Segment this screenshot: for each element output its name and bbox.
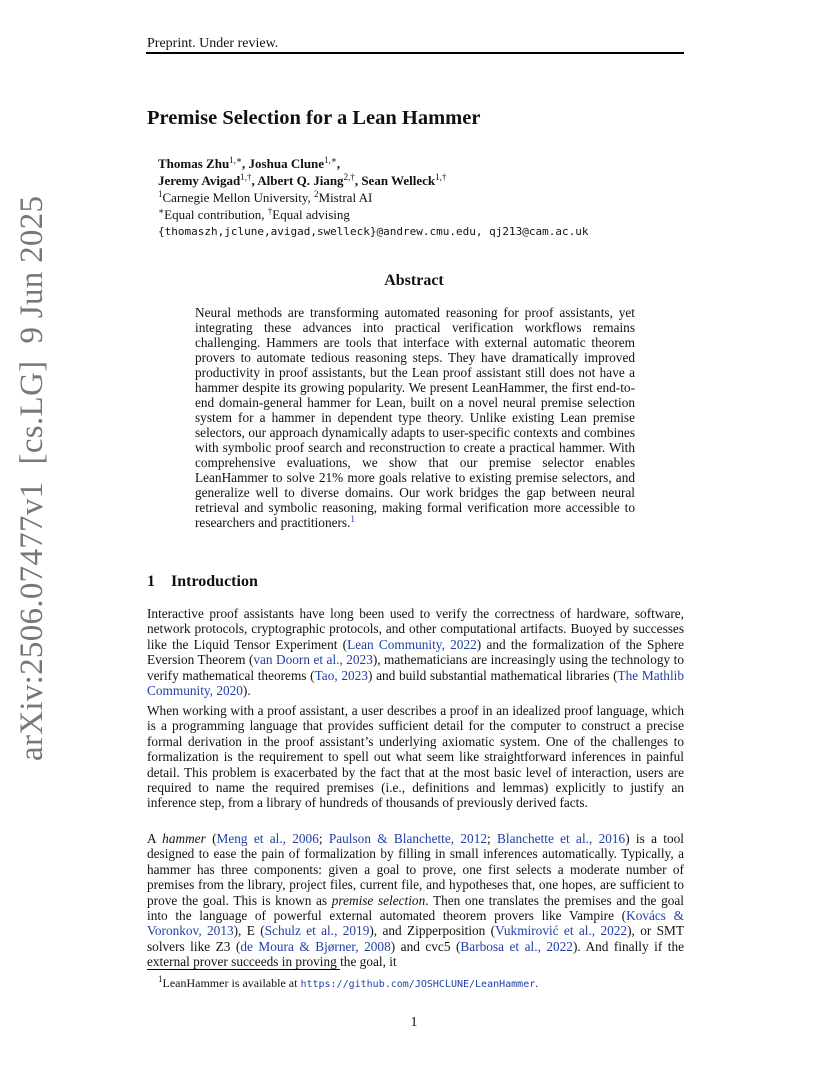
text: ), E ( [233, 923, 265, 939]
author-sep: , [354, 173, 362, 188]
star-sup: ∗ [158, 206, 165, 216]
text: ). [242, 683, 251, 699]
author-sup: 1,∗ [229, 155, 243, 165]
text: A [147, 831, 163, 846]
author-name: Joshua Clune [248, 156, 325, 171]
arxiv-sidebar-id: arXiv:2506.07477v1 [cs.LG] 9 Jun 2025 [14, 195, 50, 761]
affiliation-sup: 1 [158, 189, 163, 199]
text: Interactive proof assistants have long been used to verify the correctness of hardware, software, network protocols, cryptographic protocols, and other computational artifacts. Buoyed by successes like the Liquid Tensor Experiment ( [147, 606, 684, 652]
citation-link[interactable]: Lean Community, 2022 [347, 636, 477, 652]
author-name: Albert Q. Jiang [257, 173, 344, 188]
citation-link[interactable]: Paulson & Blanchette, 2012 [328, 831, 487, 846]
citation-link[interactable]: Barbosa et al., 2022 [460, 938, 573, 954]
github-link[interactable]: https://github.com/JOSHCLUNE/LeanHammer [300, 979, 536, 990]
author-sep: , [251, 173, 258, 188]
citation-link[interactable]: The Mathlib Community, 2020 [147, 667, 684, 699]
text: ) is a tool designed to ease the pain of formalization by filling in small inferences automatically. Typically, a hammer has three components: given a goal to prove, one first selects a moderate number of premises from the library, project files, current file, and hypotheses that, one hopes, are sufficient to prove the goal. This is known as [147, 831, 684, 908]
author-sep: , [242, 156, 249, 171]
emphasis: premise selection [331, 892, 426, 908]
footnote-marker-link[interactable]: 1 [350, 514, 355, 524]
paper-title: Premise Selection for a Lean Hammer [147, 107, 481, 129]
section-heading-introduction [147, 573, 258, 591]
text: ), mathematicians are increasingly using the technology to verify mathematical theorems ( [147, 652, 684, 683]
footnote-end: . [535, 976, 539, 990]
author-sup: 2,† [343, 172, 355, 182]
text: . Then one translates the premises and the goal into the language of powerful external automated theorem provers like Vampire ( [147, 892, 684, 924]
intro-paragraph-1 [147, 606, 684, 698]
citation-link[interactable]: de Moura & Bjørner, 2008 [240, 938, 391, 954]
intro-paragraph-3 [147, 831, 684, 970]
text: ) and the formalization of the Sphere Eversion Theorem ( [147, 636, 684, 668]
author-sup: 1,∗ [324, 155, 337, 165]
citation-link[interactable]: Tao, 2023 [314, 667, 368, 683]
header-rule [146, 52, 684, 54]
equal-advising: Equal advising [272, 207, 350, 222]
affiliation-mistral: Mistral AI [318, 190, 373, 205]
text: ) and cvc5 ( [390, 938, 461, 954]
equal-contribution: Equal contribution, [164, 207, 268, 222]
text: ; [318, 831, 329, 846]
citation-link[interactable]: Schulz et al., 2019 [264, 923, 370, 939]
affiliation-sup: 2 [314, 189, 319, 199]
text: ), or SMT solvers like Z3 ( [147, 923, 684, 954]
abstract-body [195, 305, 635, 530]
footnote-text: LeanHammer is available at [162, 976, 301, 990]
intro-paragraph-2: When working with a proof assistant, a user describes a proof in an idealized proof language, which is a programming language that provides sufficient detail for the computer to construct a precise formal derivation in the proof assistant’s underlying axiomatic system. One of the challenges to formalization is the requirement to spell out what seem like straightforward inferences in painful detail. This problem is exacerbated by the fact that at the most basic level of interaction, users are required to name the required premises (i.e., definitions and lemmas) explicitly to justify an inference step, from a library of hundreds of thousands of previously derived facts. [147, 703, 684, 811]
emphasis: hammer [162, 831, 206, 846]
author-line-1 [158, 155, 588, 172]
abstract-heading: Abstract [384, 272, 444, 289]
contribution-note [158, 206, 588, 223]
affiliations [158, 189, 588, 206]
author-sup: 1,† [240, 172, 252, 182]
author-line-2 [158, 172, 588, 189]
page-number: 1 [410, 1015, 418, 1030]
author-name: Thomas Zhu [158, 156, 230, 171]
footnote [158, 976, 538, 991]
citation-link[interactable]: Vukmirović et al., 2022 [495, 923, 628, 939]
footnote-rule [147, 969, 340, 970]
citation-link[interactable]: Kovács & Voronkov, 2013 [147, 908, 684, 939]
dagger-sup: † [267, 206, 273, 216]
citation-link[interactable]: Blanchette et al., 2016 [497, 831, 626, 846]
running-header: Preprint. Under review. [147, 36, 279, 51]
text: ( [205, 831, 217, 846]
section-number: 1 [147, 573, 155, 590]
footnote-mark: 1 [158, 974, 163, 984]
affiliation-cmu: Carnegie Mellon University, [162, 190, 315, 205]
author-name: Jeremy Avigad [158, 173, 241, 188]
author-name: Sean Welleck [361, 173, 436, 188]
abstract-text: Neural methods are transforming automated reasoning for proof assistants, yet integrating these advances into practical verification workflows remains challenging. Hammers are tools that interface with external automatic theorem provers to automate tedious reasoning steps. They have dramatically improved productivity in proof assistants, but the Lean proof assistant still does not have a hammer despite its growing popularity. We present LeanHammer, the first end-to-end domain-general hammer for Lean, built on a novel neural premise selection system for a hammer in dependent type theory. Unlike existing Lean premise selectors, our approach dynamically adapts to user-specific contexts and combines with symbolic proof search and reconstruction to create a practical hammer. With comprehensive evaluations, we show that our premise selector enables LeanHammer to solve 21% more goals relative to existing premise selectors, and generalize well to diverse domains. Our work bridges the gap between neural retrieval and symbolic reasoning, making formal verification more accessible to researchers and practitioners. [195, 305, 635, 530]
author-emails: {thomaszh,jclune,avigad,swelleck}@andrew.cmu.edu, qj213@cam.ac.uk [158, 225, 589, 238]
text: ), and Zipperposition ( [369, 923, 496, 939]
text: ; [487, 831, 497, 846]
citation-link[interactable]: Meng et al., 2006 [216, 831, 319, 846]
text: ). And finally if the external prover succeeds in proving the goal, it [147, 938, 684, 970]
author-block [158, 155, 588, 240]
section-title: Introduction [171, 573, 258, 590]
text: ) and build substantial mathematical libraries ( [367, 667, 618, 683]
author-sep: , [336, 156, 341, 171]
author-sup: 1,† [435, 172, 447, 182]
citation-link[interactable]: van Doorn et al., 2023 [253, 652, 373, 668]
